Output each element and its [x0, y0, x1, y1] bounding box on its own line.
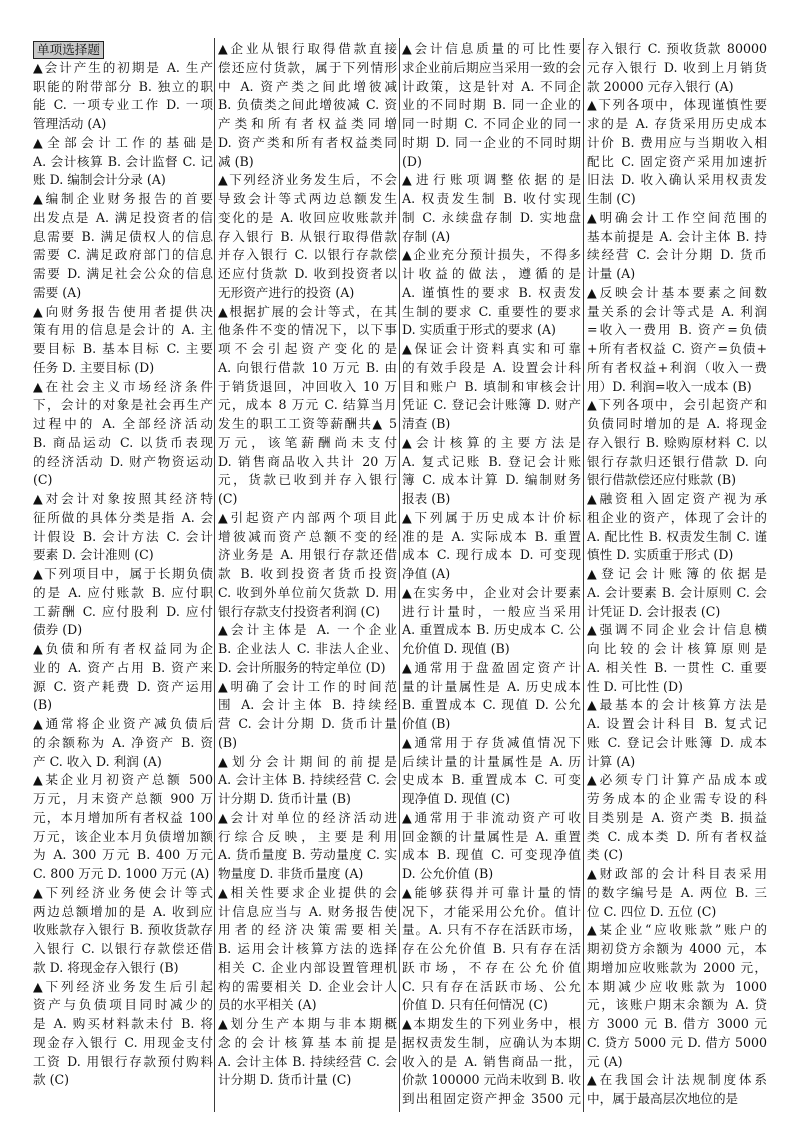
text-line: 策有用的信息是会计的 A. 主	[33, 322, 213, 338]
text-line: 元存入银行 D. 收到上月销货	[587, 59, 767, 75]
text-line: 他条件不变的情况下，以下事	[218, 322, 397, 338]
text-line: 存入银行 B. 赊购原材料 C. 以	[587, 434, 767, 450]
column-divider	[214, 38, 215, 1112]
question-start-line: ▲向财务报告使用者提供决	[33, 303, 213, 319]
text-line: 计假设 B. 会计方法 C. 会计	[33, 528, 213, 544]
text-line: 的数字编号是 A. 两位 B. 三	[587, 884, 767, 900]
text-line: 期初贷方余额为 4000 元，本	[587, 941, 767, 956]
question-start-line: ▲负债和所有者权益同为企	[33, 641, 213, 656]
text-line: 要素 D. 会计准则 (C)	[33, 547, 154, 563]
text-line: B. 负债类之间此增彼减 C. 资	[218, 97, 397, 113]
question-start-line: ▲明确会计工作空间范围的	[587, 209, 767, 225]
text-line: 要目标 B. 基本目标 C. 主要	[33, 341, 213, 356]
text-line: 凭证 C. 登记会计账簿 D. 财产	[402, 397, 581, 413]
text-line: 成本 C. 现行成本 D. 可变现	[402, 547, 581, 563]
text-line: 存入银行 C. 预收货款 80000	[587, 41, 767, 56]
question-start-line: ▲企业从银行取得借款直接	[218, 41, 397, 56]
text-line: B. 企业法人 C. 非法人企业、	[218, 641, 397, 656]
text-line: 项不会引起资产变化的是	[218, 341, 397, 356]
text-line: D. 公允价值 (B)	[402, 866, 494, 881]
text-line: 偿还应付货款，属于下列情形	[218, 59, 397, 75]
text-line: 款 20000 元存入银行 (A)	[587, 78, 734, 94]
text-line: 存在公允价值 B. 只有存在活	[402, 941, 581, 956]
text-line: 价值 D. 只有任何情况 (C)	[402, 997, 548, 1013]
text-line: D. 实质重于形式的要求 (A)	[402, 322, 556, 338]
text-line: 为 A. 300 万元 B. 400 万元	[33, 847, 213, 863]
question-start-line: ▲某企业月初资产总额 500	[33, 772, 213, 788]
text-line: 期增加应收账款为 2000 元，	[587, 959, 767, 975]
text-line: 准的是 A. 实际成本 B. 重置	[402, 528, 581, 544]
text-line: (C)	[218, 491, 238, 506]
text-line: C. 只有存在活跃市场、公允	[402, 978, 581, 994]
text-line: 债券 (D)	[33, 622, 83, 638]
text-line: 任务 D. 主要目标 (D)	[33, 359, 155, 375]
question-start-line: ▲强调不同企业会计信息横	[587, 622, 767, 638]
text-line: 的经济活动 D. 财产物资运动	[33, 453, 213, 469]
text-line: 念的会计核算基本前提是	[218, 1034, 397, 1050]
text-line: 员的水平相关 (A)	[218, 997, 317, 1013]
text-line: 用者的经济决策需要相关	[218, 922, 397, 938]
text-line: 产 C. 收入 D. 利润 (A)	[33, 753, 162, 769]
question-start-line: ▲全部会计工作的基础是	[33, 134, 213, 150]
text-line: 下，会计的对象是社会再生产	[33, 397, 213, 413]
text-line: 入银行 C. 以银行存款偿还借	[33, 941, 213, 956]
question-start-line: ▲保证会计资料真实和可靠	[402, 341, 581, 356]
text-line: 簿 C. 成本计算 D. 编制财务	[402, 472, 581, 488]
question-start-line: ▲企业充分预计损失，不得多	[402, 247, 581, 263]
text-line: 工薪酬 C. 应付股利 D. 应付	[33, 603, 213, 619]
text-line: 物量度 D. 非货币量度 (A)	[218, 866, 364, 881]
text-line: 生制的要求 C. 重要性的要求	[402, 303, 581, 319]
text-line: 负债同时增加的是 A. 将现金	[587, 416, 767, 431]
text-line: 到出租固定资产押金 3500 元	[402, 1091, 581, 1106]
text-line: 款 B. 收到投资者货币投资	[218, 566, 397, 581]
question-start-line: ▲相关性要求企业提供的会	[218, 884, 397, 900]
text-line: +所有者权益 C. 资产=负债+	[587, 341, 767, 356]
question-start-line: ▲会计信息质量的可比性要	[402, 41, 581, 56]
text-line: 济业务是 A. 用银行存款还借	[218, 547, 397, 563]
text-line: 位 C. 四位 D. 五位 (C)	[587, 903, 717, 919]
question-start-line: ▲反映会计基本要素之间数	[587, 284, 767, 300]
text-line: 万元，该企业本月负债增加额	[33, 828, 213, 844]
question-start-line: ▲通常用于非流动资产可收	[402, 809, 581, 825]
text-line: 计价 B. 费用应与当期收入相	[587, 134, 767, 150]
text-line: 工资 D. 用银行存款预付购料	[33, 1053, 213, 1069]
question-start-line: ▲下列各项中，体现谨慎性要	[587, 97, 767, 113]
text-line: 银行存款归还银行借款 D. 向	[587, 453, 767, 469]
question-start-line: ▲对会计对象按照其经济特	[33, 491, 213, 506]
question-start-line: ▲下列各项中，会引起资产和	[587, 397, 767, 413]
question-start-line: ▲根据扩展的会计等式，在其	[218, 303, 397, 319]
text-line: 目类别是 A. 资产类 B. 损益	[587, 809, 767, 825]
text-column-2	[218, 40, 397, 1090]
text-line: 跃市场，不存在公允价值	[402, 959, 581, 975]
text-line: C. 贷方 5000 元 D. 借方 5000	[587, 1034, 767, 1050]
text-line: (D)	[402, 153, 422, 169]
text-line: 用）D. 利润=收入一成本 (B)	[587, 378, 752, 394]
question-start-line: ▲某企业“应收账款”账户的	[587, 922, 767, 938]
text-line: 计信息应当与 A. 财务报告使	[218, 903, 397, 919]
text-column-3	[402, 40, 581, 1109]
text-line: 求的是 A. 存货采用历史成本	[587, 116, 767, 131]
text-line: 基本前提是 A. 会计主体 B. 持	[587, 228, 767, 244]
text-line: A. 会计主体 B. 持续经营 C. 会	[218, 1053, 397, 1069]
question-start-line: ▲下列经济业务发生后引起	[33, 978, 213, 994]
text-line: 业的不同时期 B. 同一企业的	[402, 97, 581, 113]
text-line: A. 设置会计科目 B. 复式记	[587, 716, 767, 731]
text-column-4	[587, 40, 767, 1109]
text-line: B. 重置成本 C. 现值 D. 公允	[402, 697, 581, 713]
text-line: 无形资产进行的投资 (A)	[218, 284, 355, 300]
text-line: 慎性 D. 实质重于形式 (D)	[587, 547, 734, 563]
text-line: 价款 100000 元尚未收到 B. 收	[402, 1072, 581, 1088]
question-start-line: ▲会计对单位的经济活动进	[218, 809, 397, 825]
text-line: 征所做的具体分类是指 A. 会	[33, 509, 213, 525]
text-line: A. 货币量度 B. 劳动量度 C. 实	[218, 847, 397, 863]
text-line: 行综合反映，主要是利用	[218, 828, 397, 844]
text-line: 元，成本 8 万元 C. 结算当月	[218, 397, 397, 413]
question-start-line: ▲明确了会计工作的时间范	[218, 678, 397, 694]
text-line: 元，该账户期末余额为 A. 贷	[587, 997, 767, 1013]
text-line: 业的 A. 资产占用 B. 资产来	[33, 659, 213, 675]
text-line: 出发点是 A. 满足投资者的信	[33, 209, 213, 225]
question-start-line: ▲在实务中，企业对会计要素	[402, 584, 581, 600]
question-start-line: ▲通常将企业资产减负债后	[33, 716, 213, 731]
text-line: A. 重置成本 B. 历史成本 C. 公	[402, 622, 581, 638]
text-line: A. 复式记账 B. 登记会计账	[402, 453, 581, 469]
text-line: 计分期 D. 货币计量 (B)	[218, 791, 351, 806]
text-line: 报表 (B)	[402, 491, 451, 506]
text-line: 并存入银行 C. 以银行存款偿	[218, 247, 397, 263]
text-line: 计量 (A)	[587, 266, 636, 281]
text-line: 还应付货款 D. 收到投资者以	[218, 266, 397, 281]
text-line: D. 会计所服务的特定单位 (D)	[218, 659, 386, 675]
text-line: 息需要 B. 满足债权人的信息	[33, 228, 213, 244]
text-line: 续经营 C. 会计分期 D. 货币	[587, 247, 767, 263]
text-line: 允价值 D. 现值 (B)	[402, 641, 510, 656]
question-start-line: ▲最基本的会计核算方法是	[587, 697, 767, 713]
text-line: C. 800 万元 D. 1000 万元 (A)	[33, 866, 210, 881]
text-line: 存制 (A)	[402, 228, 451, 244]
question-start-line: ▲会计产生的初期是 A. 生产	[33, 59, 213, 75]
text-line: 价值 (B)	[402, 716, 451, 731]
text-line: 源 C. 资产耗费 D. 资产运用	[33, 678, 213, 694]
text-line: 需要 C. 满足政府部门的信息	[33, 247, 213, 263]
text-line: 清查 (B)	[402, 416, 451, 431]
text-line: 制 C. 永续盘存制 D. 实地盘	[402, 209, 581, 225]
text-line: 成本 B. 现值 C. 可变现净值	[402, 847, 581, 863]
text-line: 发生的职工工资等薪酬共▲ 5	[218, 416, 397, 431]
text-line: 计收益的做法，遵循的是	[402, 266, 581, 281]
text-line: B. 商品运动 C. 以货币表现	[33, 434, 213, 450]
text-line: 量关系的会计等式是 A. 利润	[587, 303, 767, 319]
question-start-line: ▲划分会计期间的前提是	[218, 753, 397, 769]
text-line: 净值 (A)	[402, 566, 451, 581]
text-line: 账 D. 编制会计分录 (A)	[33, 172, 166, 188]
text-line: 中 A. 资产类之间此增彼减	[218, 78, 397, 94]
text-line: 现金存入银行 C. 用现金支付	[33, 1034, 213, 1050]
text-line: 计政策，这是针对 A. 不同企	[402, 78, 581, 94]
text-column-1	[33, 40, 213, 1090]
question-start-line: ▲会计主体是 A. 一个企业	[218, 622, 397, 638]
question-start-line: ▲会计核算的主要方法是	[402, 434, 581, 450]
text-line: 中，属于最高层次地位的是	[587, 1091, 739, 1106]
question-start-line: ▲融资租入固定资产视为承	[587, 491, 767, 506]
text-line: 需要 (A)	[33, 284, 82, 300]
text-line: A. 会计核算 B. 会计监督 C. 记	[33, 153, 213, 169]
text-line: 导致会计等式两边总额发生	[218, 191, 397, 206]
column-divider	[399, 38, 400, 1112]
text-line: 后续计量的计量属性是 A. 历	[402, 753, 581, 769]
text-line: 账 C. 登记会计账簿 D. 成本	[587, 734, 767, 750]
text-line: 元 (A)	[587, 1053, 623, 1069]
text-line: A. 谨慎性的要求 B. 权责发	[402, 284, 581, 300]
question-start-line: ▲编制企业财务报告的首要	[33, 191, 213, 206]
text-line: 万元，月末资产总额 900 万	[33, 791, 213, 806]
text-line: 向比较的会计核算原则是	[587, 641, 767, 656]
text-line: 银行借款偿还应付账款 (B)	[587, 472, 737, 488]
text-line: 管理活动 (A)	[33, 116, 107, 131]
text-line: 计算 (A)	[587, 753, 636, 769]
text-line: 租企业的资产，体现了会计的	[587, 509, 767, 525]
text-line: 时期 D. 同一企业的不同时期	[402, 134, 581, 150]
text-line: C. 收到外单位前欠货款 D. 用	[218, 584, 397, 600]
question-start-line: ▲在我国会计法规制度体系	[587, 1072, 767, 1088]
text-line: 需要 D. 满足社会公众的信息	[33, 266, 213, 281]
text-line: 存入银行 B. 从银行取得借款	[218, 228, 397, 244]
text-line: 变化的是 A. 收回应收账款并	[218, 209, 397, 225]
text-line: 款 (C)	[33, 1072, 70, 1088]
text-line: A. 权责发生制 B. 收付实现	[402, 191, 581, 206]
question-start-line: ▲必须专门计算产品成本或	[587, 772, 767, 788]
text-line: 构的需要相关 D. 企业会计人	[218, 978, 397, 994]
text-line: 过程中的 A. 全部经济活动	[33, 416, 213, 431]
text-line: 类 (C)	[587, 847, 624, 863]
text-line: A. 配比性 B. 权责发生制 C. 谨	[587, 528, 767, 544]
section-heading-row	[33, 40, 213, 59]
text-line: 性 D. 可比性 (D)	[587, 678, 683, 694]
text-line: 款 D. 将现金存入银行 (B)	[33, 959, 179, 975]
section-heading: 单项选择题	[33, 41, 104, 59]
text-line: 回金额的计量属性是 A. 重置	[402, 828, 581, 844]
question-start-line: ▲能够获得并可靠计量的情	[402, 884, 581, 900]
text-line: D. 资产类和所有者权益类同	[218, 134, 397, 150]
text-line: 银行存款支付投资者利润 (C)	[218, 603, 380, 619]
text-line: 的有效手段是 A. 设置会计科	[402, 359, 581, 375]
text-line: 求企业前后期应当采用一致的会	[402, 59, 581, 75]
text-line: 生制 (C)	[587, 191, 636, 206]
text-line: 类 C. 成本类 D. 所有者权益	[587, 828, 767, 844]
text-line: 旧法 D. 收入确认采用权责发	[587, 172, 767, 188]
text-line: A. 向银行借款 10 万元 B. 由	[218, 359, 397, 375]
text-line: (C)	[33, 472, 53, 488]
text-line: (B)	[218, 734, 238, 750]
text-line: 目和账户 B. 填制和审核会计	[402, 378, 581, 394]
text-line: (B)	[33, 697, 53, 713]
text-line: 的是 A. 应付账款 B. 应付职	[33, 584, 213, 600]
text-line: D. 销售商品收入共计 20 万	[218, 453, 397, 469]
question-start-line: ▲引起资产内部两个项目此	[218, 509, 397, 525]
text-line: 本期减少应收账款为 1000	[587, 978, 767, 994]
text-line: 据权责发生制，应确认为本期	[402, 1034, 581, 1050]
text-line: 资产与负债项目同时减少的	[33, 997, 213, 1013]
question-start-line: ▲进行账项调整依据的是	[402, 172, 581, 188]
question-start-line: ▲在社会主义市场经济条件	[33, 378, 213, 394]
text-line: 现净值 D. 现值 (C)	[402, 791, 511, 806]
text-line: B. 运用会计核算方法的选择	[218, 941, 397, 956]
text-line: 相关 C. 企业内部设置管理机	[218, 959, 397, 975]
text-line: 进行计量时，一般应当采用	[402, 603, 581, 619]
text-line: 职能的附带部分 B. 独立的职	[33, 78, 213, 94]
text-line: 量。A. 只有不存在活跃市场，	[402, 922, 581, 938]
text-line: 能 C. 一项专业工作 D. 一项	[33, 97, 213, 113]
text-line: 方 3000 元 B. 借方 3000 元	[587, 1016, 767, 1031]
text-line: 产类和所有者权益类同增	[218, 116, 397, 131]
question-start-line: ▲下列属于历史成本计价标	[402, 509, 581, 525]
text-line: 史成本 B. 重置成本 C. 可变	[402, 772, 581, 788]
text-line: 收账款存入银行 B. 预收货款存	[33, 922, 213, 938]
question-start-line: ▲下列经济业务发生后，不会	[218, 172, 397, 188]
text-line: A. 会计主体 B. 持续经营 C. 会	[218, 772, 397, 788]
text-line: 劳务成本的企业需专设的科	[587, 791, 767, 806]
text-line: 两边总额增加的是 A. 收到应	[33, 903, 213, 919]
text-line: 配比 C. 固定资产采用加速折	[587, 153, 767, 169]
text-line: 减 (B)	[218, 153, 254, 169]
question-start-line: ▲财政部的会计科目表采用	[587, 866, 767, 881]
text-line: A. 相关性 B. 一贯性 C. 重要	[587, 659, 767, 675]
text-line: 同一时期 C. 不同企业的同一	[402, 116, 581, 131]
question-start-line: ▲通常用于存货减值情况下	[402, 734, 581, 750]
question-start-line: ▲本期发生的下列业务中，根	[402, 1016, 581, 1031]
text-line: 增彼减而资产总额不变的经	[218, 528, 397, 544]
text-line: 量的计量属性是 A. 历史成本	[402, 678, 581, 694]
text-line: 计凭证 D. 会计报表 (C)	[587, 603, 721, 619]
question-start-line: ▲登记会计账簿的依据是	[587, 566, 767, 581]
text-line: 计分期 D. 货币计量 (C)	[218, 1072, 352, 1088]
text-line: 是 A. 购买材料款未付 B. 将	[33, 1016, 213, 1031]
text-line: 所有者权益+利润（收入一费	[587, 359, 767, 375]
text-line: 于销货退回，冲回收入 10 万	[218, 378, 397, 394]
text-line: 元，本月增加所有者权益 100	[33, 809, 213, 825]
column-divider	[583, 38, 584, 1112]
question-start-line: ▲通常用于盘盈固定资产计	[402, 659, 581, 675]
question-start-line: ▲下列经济业务使会计等式	[33, 884, 213, 900]
text-line: 营 C. 会计分期 D. 货币计量	[218, 716, 397, 731]
text-line: 元，货款已收到并存入银行	[218, 472, 397, 488]
text-line: A. 会计要素 B. 会计原则 C. 会	[587, 584, 767, 600]
text-line: 围 A. 会计主体 B. 持续经	[218, 697, 397, 713]
text-line: 的余额称为 A. 净资产 B. 资	[33, 734, 213, 750]
text-line: 万元，该笔薪酬尚未支付	[218, 434, 397, 450]
question-start-line: ▲划分生产本期与非本期概	[218, 1016, 397, 1031]
question-start-line: ▲下列项目中，属于长期负债	[33, 566, 213, 581]
text-line: 况下，才能采用公允价。值计	[402, 903, 581, 919]
text-line: 收入的是 A. 销售商品一批，	[402, 1053, 581, 1069]
text-line: =收入一费用 B. 资产=负债	[587, 322, 767, 338]
